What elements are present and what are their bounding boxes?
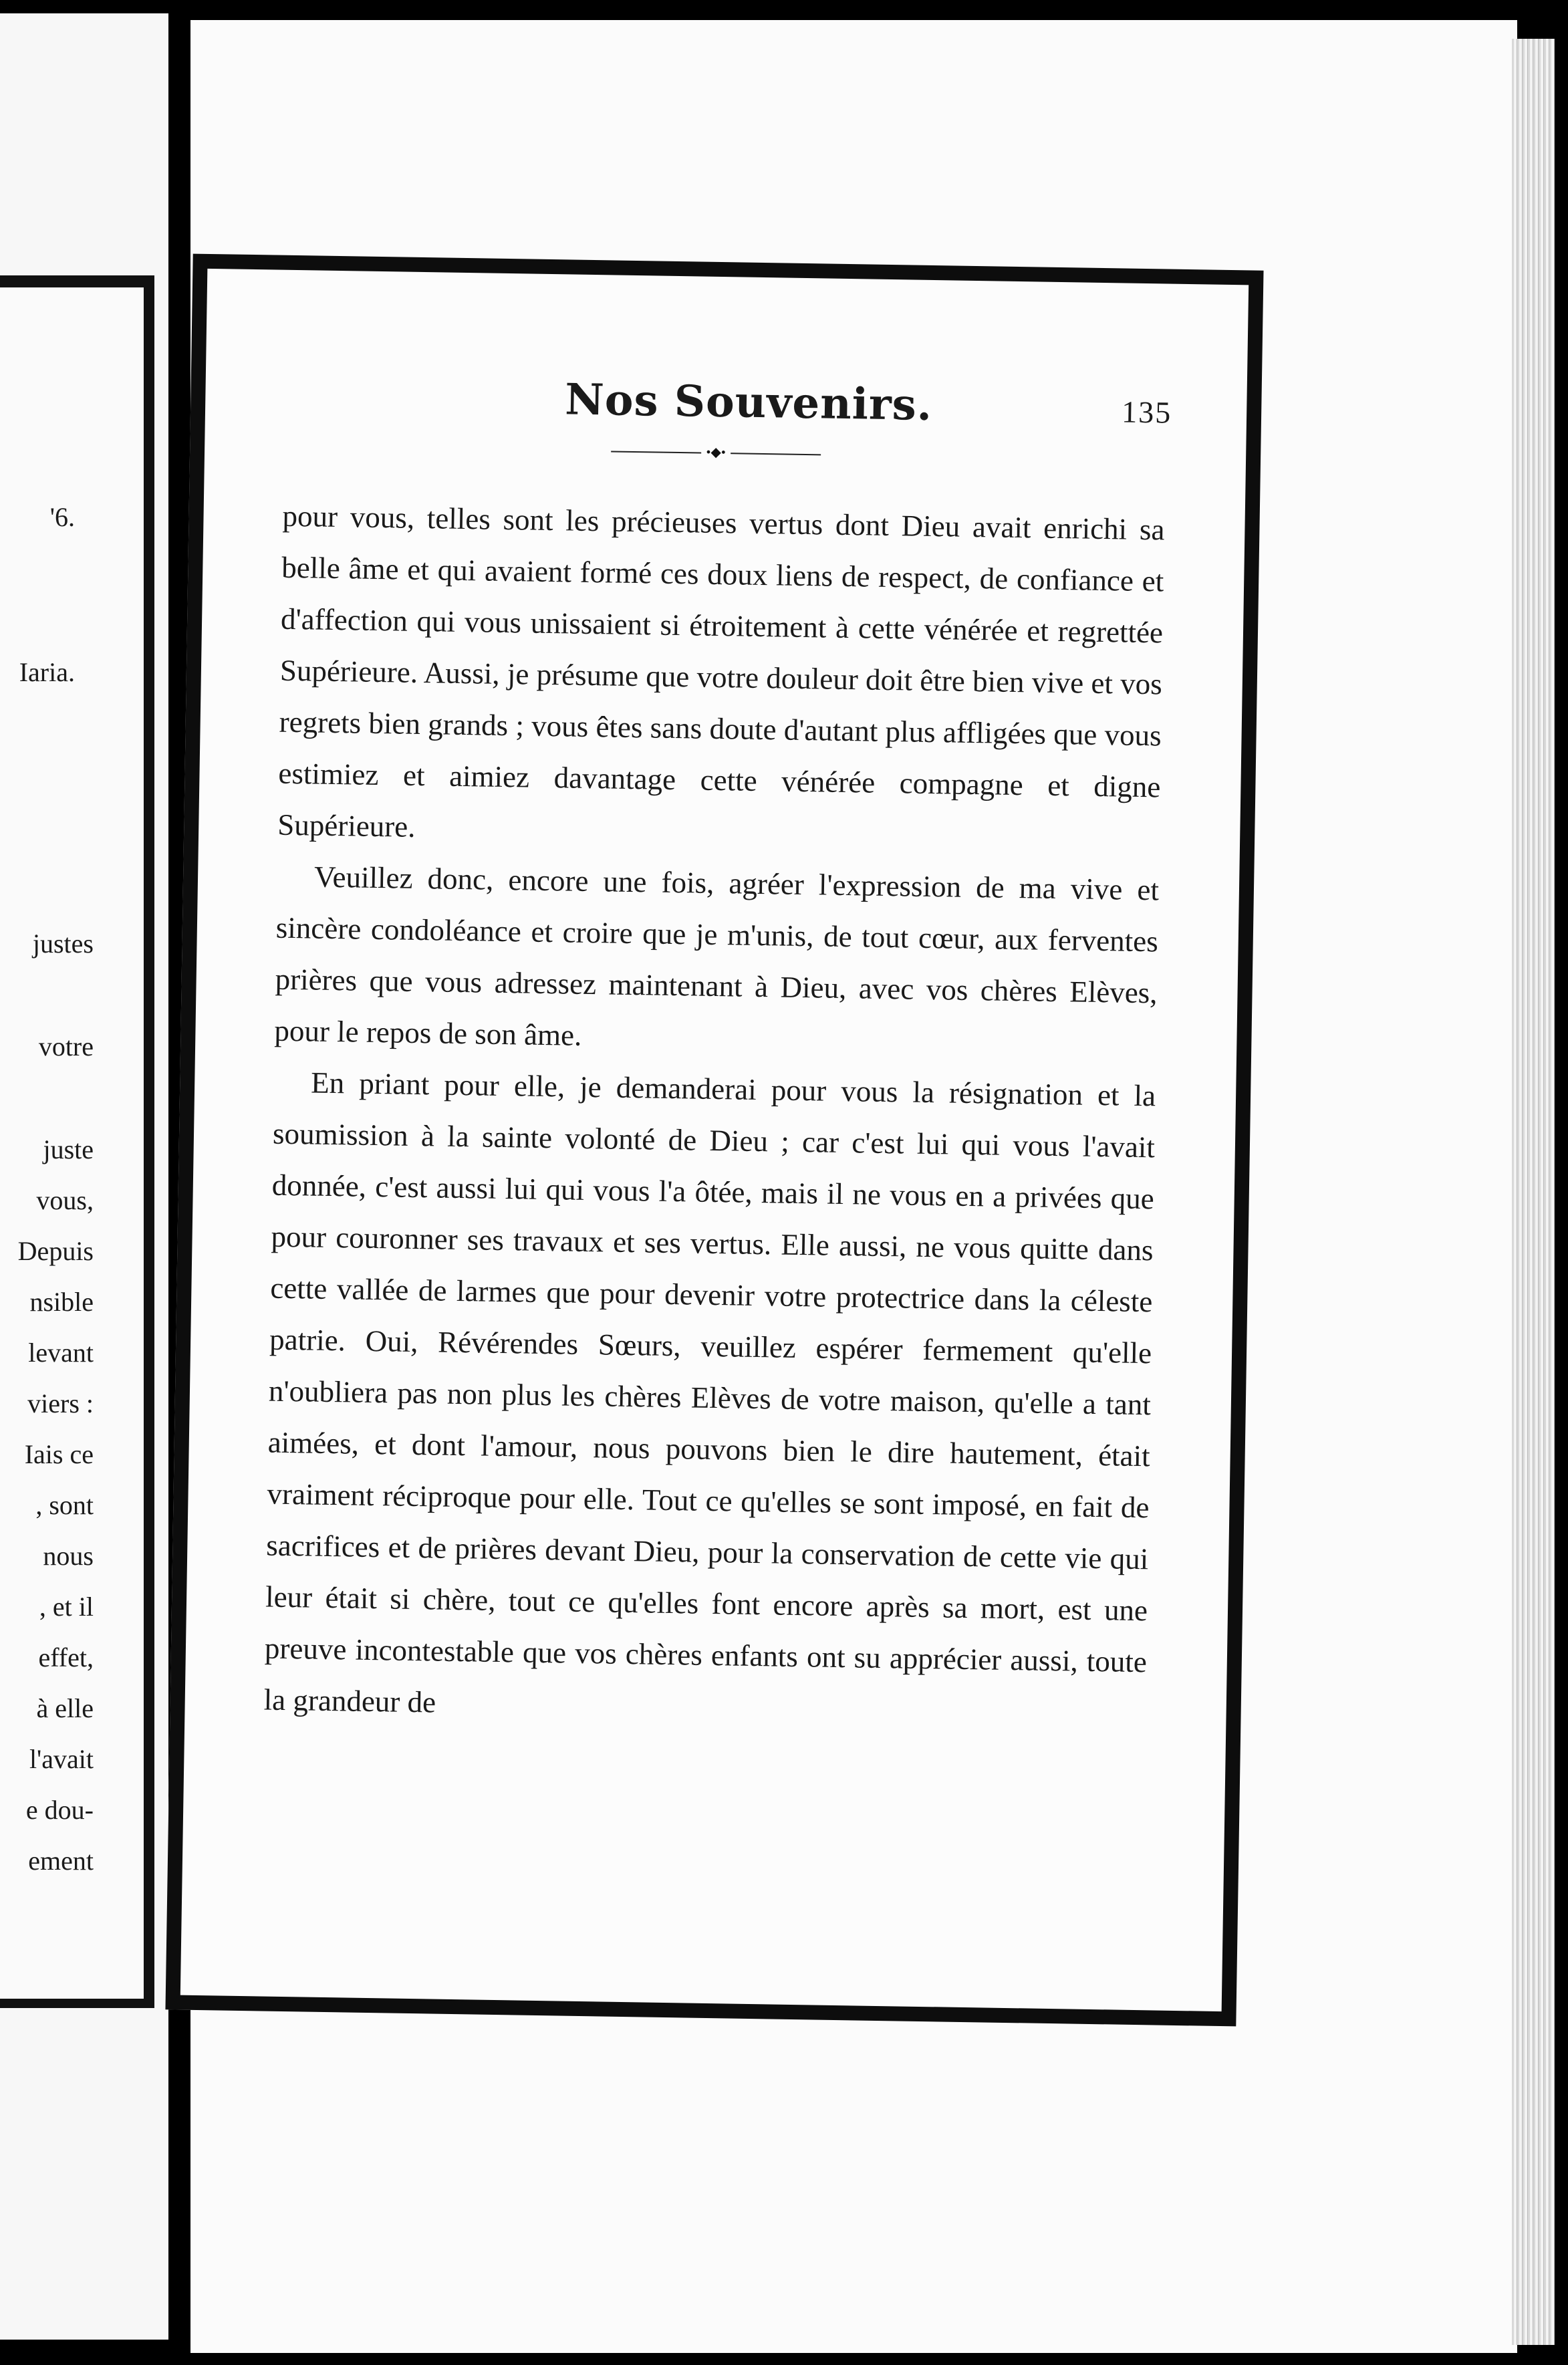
running-title: Nos Souvenirs. bbox=[564, 374, 933, 430]
header-ornament bbox=[611, 443, 821, 463]
left-page-line: Iaria. bbox=[19, 657, 75, 687]
left-page-line: juste bbox=[43, 1134, 94, 1164]
left-page-line: viers : bbox=[27, 1388, 94, 1418]
left-page-line: , sont bbox=[35, 1490, 94, 1520]
body-text bbox=[263, 491, 1165, 1740]
left-page-line: Depuis bbox=[17, 1236, 94, 1266]
page-number: 135 bbox=[1121, 394, 1172, 430]
left-page-line: justes bbox=[32, 928, 94, 959]
left-page-line: l'avait bbox=[29, 1744, 94, 1774]
left-page-line: e dou- bbox=[25, 1795, 94, 1825]
left-page-line: nsible bbox=[29, 1287, 94, 1317]
left-page-line: à elle bbox=[36, 1693, 94, 1723]
left-page-line: '6. bbox=[49, 502, 75, 532]
page-header bbox=[205, 369, 1247, 445]
left-page-line: , et il bbox=[39, 1592, 94, 1622]
left-page-line: ement bbox=[28, 1846, 94, 1876]
ornament-knot-icon: •◆• bbox=[701, 447, 731, 459]
left-page bbox=[0, 13, 168, 2340]
left-page-line: votre bbox=[38, 1031, 94, 1062]
page-edge bbox=[1512, 39, 1555, 2345]
left-page-line: vous, bbox=[36, 1185, 94, 1215]
paragraph: pour vous, telles sont les précieuses vertus dont Dieu avait enrichi sa belle âme et qui avaient formé ces doux liens de respect, de confiance et d'affection qui vous unissaient si étroitement à cette vénérée et regrettée Supérieure. Aussi, je présume que votre douleur doit être bien vive et vos regrets bien grands ; vous êtes sans doute d'autant plus affligées que vous estimiez et aimiez davantage cette vénérée compagne et digne Supérieure. bbox=[277, 499, 1165, 844]
left-page-line: effet, bbox=[38, 1642, 94, 1672]
left-page-line: levant bbox=[28, 1338, 94, 1368]
left-page-line: Iais ce bbox=[24, 1439, 94, 1469]
paragraph: Veuillez donc, encore une fois, agréer l'expression de ma vive et sincère condoléance et croire que je m'unis, de tout cœur, aux ferventes prières que vous adressez maintenant à Dieu, avec vos chères Elèves, pour le repos de son âme. bbox=[274, 860, 1160, 1052]
mourning-border-frame bbox=[165, 254, 1263, 2027]
left-page-line: nous bbox=[43, 1541, 94, 1571]
paragraph: En priant pour elle, je demanderai pour vous la résignation et la soumission à la sainte volonté de Dieu ; car c'est lui qui vous l'avait donnée, c'est aussi lui qui vous l'a ôtée, mais il ne vous en a privées que pour couronner ses travaux et ses vertus. Elle aussi, ne vous quitte dans cette vallée de larmes que pour devenir votre protectrice dans la céleste patrie. Oui, Révérendes Sœurs, veuillez espérer fermement qu'elle n'oubliera pas non plus les chères Elèves de votre maison, qu'elle a tant aimées, et dont l'amour, nous pouvons bien le dire hautement, était vraiment réciproque pour elle. Tout ce qu'elles se sont imposé, en fait de sacrifices et de prières devant Dieu, pour la conservation de cette vie qui leur était si chère, tout ce qu'elles font encore après sa mort, est une preuve incontestable que vos chères enfants ont su apprécier aussi, toute la grandeur de bbox=[263, 1066, 1156, 1719]
